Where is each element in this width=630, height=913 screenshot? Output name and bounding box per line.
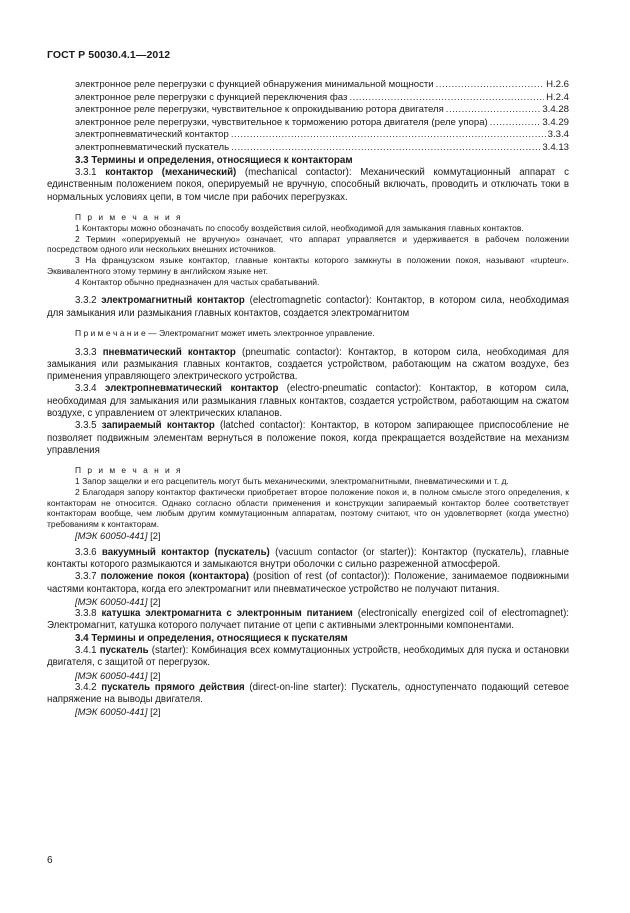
index-entry: электропневматический контактор ..... 3.3.4 <box>47 129 569 142</box>
definition-3-3-2: 3.3.2 электромагнитный контактор (electromagnetic contactor): Контактор, в котором сила, необходимая для замыкания или размыкания главных контактов, создается электромагнитом <box>47 295 569 319</box>
note-item: 3 На французском языке контактор, главные контакты которого замкнуты в положении покоя, называют «rupteur». Эквивалентного этому термину в английском языке нет. <box>47 255 569 276</box>
note-item: 1 Контакторы можно обозначать по способу воздействия силой, необходимой для замыкания главных контактов. <box>75 223 524 234</box>
note-single: П р и м е ч а н и е — Электромагнит может иметь электронное управление. <box>75 327 375 338</box>
notes-title: П р и м е ч а н и я <box>75 212 183 223</box>
note-item: 4 Контактор обычно предназначен для частых срабатываний. <box>75 276 320 287</box>
note-item: 2 Термин «оперируемый не вручную» означает, что аппарат управляется и удерживается в рабочем положении посредством одного или нескольких внешних источников. <box>47 233 569 255</box>
index-entry: электронное реле перегрузки, чувствительное к опрокидыванию ротора двигателя ..... 3.4.28 <box>47 104 569 117</box>
index-entry: электронное реле перегрузки с функцией переключения фаз ..... H.2.4 <box>47 92 569 105</box>
definition-3-3-1: 3.3.1 контактор (механический) (mechanical contactor): Механический коммутационный аппарат с единственным положением покоя, оперируемый не вручную, способный включать, проводить и отключать токи в нормальных условиях цепи, в том числе при рабочих перегрузках. <box>47 167 569 203</box>
source-reference: [МЭК 60050-441] [2] <box>75 529 161 541</box>
document-header: ГОСТ Р 50030.4.1—2012 <box>47 49 171 61</box>
index-entry: электронное реле перегрузки, чувствительное к торможению ротора двигателя (реле упора) ..... 3.4.29 <box>47 117 569 130</box>
notes-title: П р и м е ч а н и я <box>75 465 183 476</box>
page-content <box>47 79 569 718</box>
definition-3-3-3: 3.3.3 пневматический контактор (pneumatic contactor): Контактор, в котором сила, необходимая для замыкания или размыкания главных контактов, создается устройством, работающим на сжатом воздухе, без применения управляющего электрического устройства. <box>47 346 569 383</box>
source-reference: [МЭК 60050-441] [2] <box>75 706 161 718</box>
definition-3-3-5: 3.3.5 запираемый контактор (latched contactor): Контактор, в котором запирающее приспособление не позволяет подвижным элементам вернуться в положение покоя, когда прекращается воздействие на механизм управления <box>47 420 569 456</box>
definition-3-4-1: 3.4.1 пускатель (starter): Комбинация всех коммутационных устройств, необходимых для пуска и остановки двигателя, с защитой от перегрузок. <box>47 645 569 669</box>
definition-3-3-7: 3.3.7 положение покоя (контактора) (position of rest (of contactor)): Положение, занимаемое подвижными частями контактора, когда его электромагнит или пневматическое устройство не получают питания. <box>47 571 569 595</box>
page-number: 6 <box>47 855 53 866</box>
definition-3-3-8: 3.3.8 катушка электромагнита с электронным питанием (electronically energized coil of electromagnet): Электромагнит, катушка которого получает питание от цепи с активными электронными компонентами. <box>47 607 569 632</box>
index-entry: электропневматический пускатель ..... 3.4.13 <box>47 142 569 155</box>
definition-3-3-6: 3.3.6 вакуумный контактор (пускатель) (vacuum contactor (or starter)): Контактор (пускатель), главные контакты которого размыкаются и замыкаются внутри оболочки с сильно разреженной атмосферой. <box>47 546 569 571</box>
note-item: 2 Благодаря запору контактор фактически приобретает второе положение покоя и, в полном смысле этого определения, к контакторам не относится. Однако согласно области применения и конструкции запираемый контактор более соответствует контакторам вообще, чем любым другим коммутационным аппаратам, поэтому считают, что он удовлетворяет (когда уместно) требованиям к контакторам. <box>47 486 569 530</box>
note-item: 1 Запор защелки и его расцепитель могут быть механическими, электромагнитными, пневматическими и т. д. <box>75 476 509 487</box>
term-index <box>47 79 569 155</box>
index-entry: электронное реле перегрузки с функцией обнаружения минимальной мощности ..... H.2.6 <box>47 79 569 92</box>
definition-3-4-2: 3.4.2 пускатель прямого действия (direct-on-line starter): Пускатель, одноступенчато подающий сетевое напряжение на выводы двигателя. <box>47 681 569 706</box>
section-heading-3-3: 3.3 Термины и определения, относящиеся к контакторам <box>75 154 353 166</box>
source-reference: [МЭК 60050-441] [2] <box>75 595 161 607</box>
source-reference: [МЭК 60050-441] [2] <box>75 669 161 681</box>
definition-3-3-4: 3.3.4 электропневматический контактор (electro-pneumatic contactor): Контактор, в котором сила, необходимая для замыкания или размыкания главных контактов, создается устройством, работающим на сжатом воздухе, с управлением от электрических клапанов. <box>47 383 570 420</box>
section-heading-3-4: 3.4 Термины и определения, относящиеся к пускателям <box>75 632 348 644</box>
